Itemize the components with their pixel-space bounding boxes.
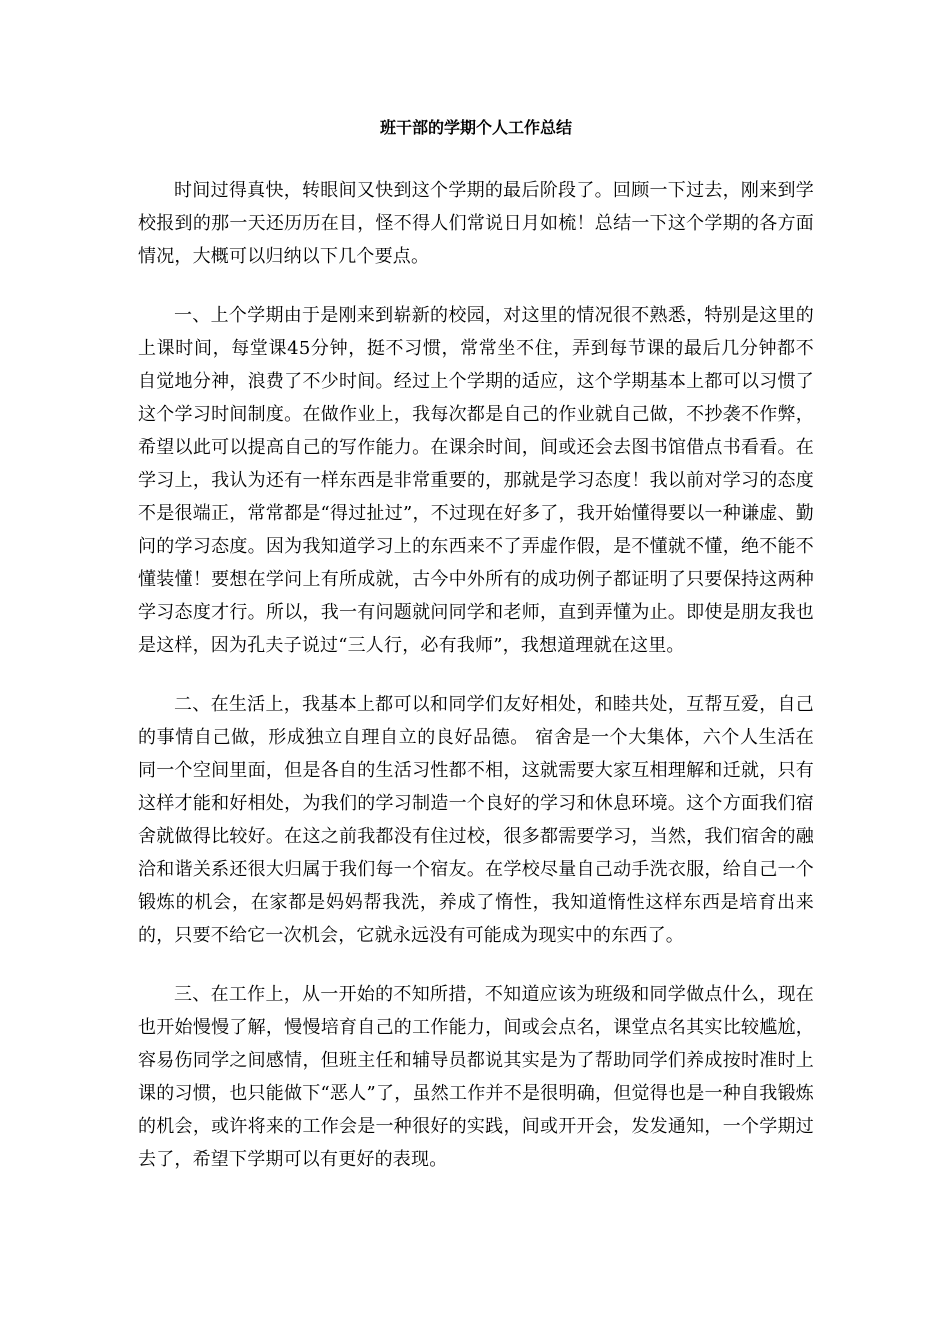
- paragraph-intro: 时间过得真快，转眼间又快到这个学期的最后阶段了。回顾一下过去，刚来到学校报到的那一天还历历在目，怪不得人们常说日月如梳！总结一下这个学期的各方面情况，大概可以归纳以下几个要点。: [138, 180, 814, 267]
- paragraph-life: 二、在生活上，我基本上都可以和同学们友好相处，和睦共处，互帮互爱，自己的事情自己做，形成独立自理自立的良好品德。 宿舍是一个大集体，六个人生活在同一个空间里面，但是各自的生活习性都不相，这就需要大家互相理解和迁就，只有这样才能和好相处，为我们的学习制造一个良好的学习和休息环境。这个方面我们宿舍就做得比较好。在这之前我都没有住过校，很多都需要学习，当然，我们宿舍的融洽和谐关系还很大归属于我们每一个宿友。在学校尽量自己动手洗衣服，给自己一个锻炼的机会，在家都是妈妈帮我洗，养成了惰性，我知道惰性这样东西是培育出来的，只要不给它一次机会，它就永远没有可能成为现实中的东西了。: [138, 694, 814, 946]
- paragraph-study: 一、上个学期由于是刚来到崭新的校园，对这里的情况很不熟悉，特别是这里的上课时间，每堂课45分钟，挺不习惯，常常坐不住，弄到每节课的最后几分钟都不自觉地分神，浪费了不少时间。经过上个学期的适应，这个学期基本上都可以习惯了这个学习时间制度。在做作业上，我每次都是自己的作业就自己做，不抄袭不作弊，希望以此可以提高自己的写作能力。在课余时间，间或还会去图书馆借点书看看。在学习上，我认为还有一样东西是非常重要的，那就是学习态度！我以前对学习的态度不是很端正，常常都是“得过扯过”，不过现在好多了，我开始懂得要以一种谦虚、勤问的学习态度。因为我知道学习上的东西来不了弄虚作假，是不懂就不懂，绝不能不懂装懂！要想在学问上有所成就，古今中外所有的成功例子都证明了只要保持这两种学习态度才行。所以，我一有问题就问同学和老师，直到弄懂为止。即使是朋友我也是这样，因为孔夫子说过“三人行，必有我师”，我想道理就在这里。: [138, 305, 814, 656]
- document-title: 班干部的学期个人工作总结: [379, 118, 572, 137]
- paragraph-work: 三、在工作上，从一开始的不知所措，不知道应该为班级和同学做点什么，现在也开始慢慢了解，慢慢培育自己的工作能力，间或会点名，课堂点名其实比较尴尬，容易伤同学之间感情，但班主任和辅导员都说其实是为了帮助同学们养成按时准时上课的习惯，也只能做下“恶人”了，虽然工作并不是很明确，但觉得也是一种自我锻炼的机会，或许将来的工作会是一种很好的实践，间或开开会，发发通知，一个学期过去了，希望下学期可以有更好的表现。: [138, 984, 814, 1170]
- document-page: [138, 112, 814, 1202]
